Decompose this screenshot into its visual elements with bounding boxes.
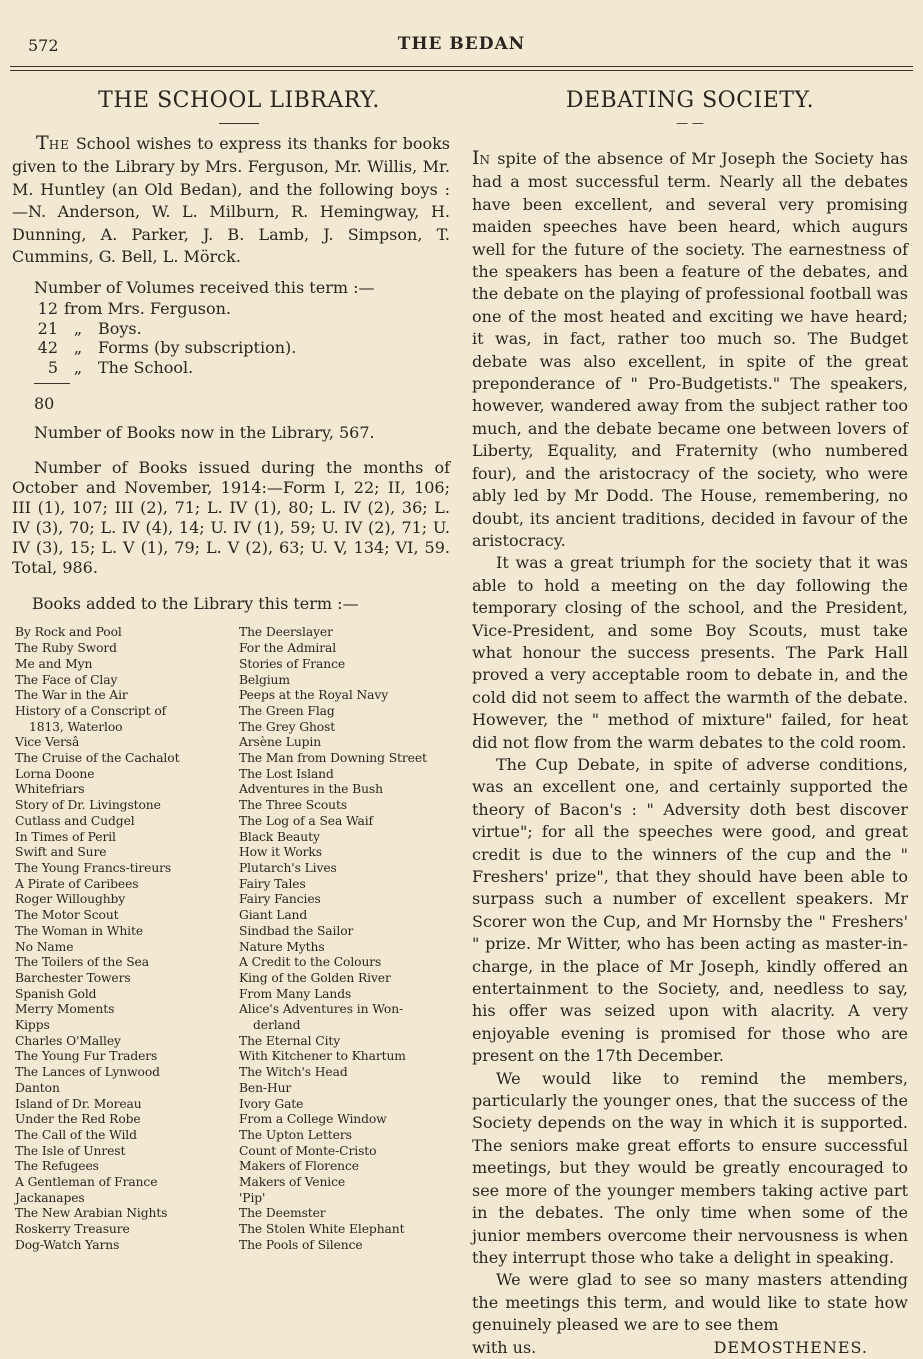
- book-title: In Times of Peril: [15, 829, 116, 844]
- book-title: A Credit to the Colours: [239, 955, 382, 970]
- debating-dropcap: I: [472, 147, 480, 169]
- book-title: Roger Willoughby: [15, 892, 126, 907]
- book-title: Swift and Sure: [15, 845, 107, 860]
- book-title: Giant Land: [239, 908, 308, 923]
- book-title: The Isle of Unrest: [15, 1143, 126, 1158]
- volume-line: [12, 338, 450, 358]
- book-title: The Ruby Sword: [15, 641, 117, 656]
- book-title: Fairy Fancies: [239, 892, 321, 907]
- book-title: Makers of Venice: [239, 1175, 346, 1190]
- book-title: King of the Golden River: [239, 970, 391, 985]
- book-title: The Young Fur Traders: [15, 1049, 158, 1064]
- volume-line: [12, 299, 450, 319]
- book-title: Arsène Lupin: [239, 735, 322, 750]
- volume-line: [12, 358, 450, 378]
- library-title: THE SCHOOL LIBRARY.: [98, 88, 380, 113]
- book-title: Fairy Tales: [239, 876, 306, 891]
- volumes-total-rule: [34, 383, 70, 384]
- school-library-column: [10, 82, 468, 1254]
- debating-text: [472, 129, 908, 1359]
- book-title: Merry Moments: [15, 1002, 115, 1017]
- book-title: The Stolen White Elephant: [239, 1222, 405, 1237]
- book-title: Danton: [15, 1080, 60, 1095]
- book-title: The Man from Downing Street: [239, 751, 427, 766]
- book-title: Nature Myths: [239, 939, 325, 954]
- books-issued: Number of Books issued during the months of October and November, 1914:—Form I, 22; II, 106; III (1), 107; III (2), 71; L. IV (1), 80; L. IV (2), 36; L. IV (3), 70; L. IV (4), 14; U. IV (1), 59; U. IV (2), 71; U. IV (3), 15; L. V (1), 79; L. V (2), 63; U. V, 134; VI, 59. Total, 986.: [12, 458, 450, 578]
- volume-source: from Mrs. Ferguson.: [64, 299, 231, 319]
- volume-count: 21: [37, 318, 58, 338]
- page-number: 572: [28, 36, 59, 55]
- books-column-right: [239, 625, 467, 1253]
- book-title: Adventures in the Bush: [239, 782, 383, 797]
- book-title: 'Pip': [239, 1190, 266, 1205]
- book-title: How it Works: [239, 845, 322, 860]
- debating-smallcaps: N: [479, 153, 492, 167]
- debating-signature-line: [472, 1337, 908, 1359]
- volume-count: 12: [37, 299, 58, 319]
- book-title: The Call of the Wild: [15, 1127, 137, 1142]
- volumes-total: 80: [34, 394, 55, 414]
- book-title: The Face of Clay: [15, 672, 118, 687]
- book-title: Barchester Towers: [15, 970, 131, 985]
- book-title: Plutarch's Lives: [239, 860, 337, 875]
- book-title: With Kitchener to Khartum: [239, 1049, 406, 1064]
- volumes-list: [12, 299, 450, 377]
- book-title: The Deerslayer: [239, 625, 333, 640]
- debating-paragraph: It was a great triumph for the society that it was able to hold a meeting on the day following the temporary closing of the school, and the President, Vice-President, and some Boy Scouts, must take what honour the success presents. The Park Hall proved a very acceptable room to debate in, and the cold did not seem to affect the warmth of the debate. However, the " method of mixture" failed, for heat did not flow from the warm debates to the cold room.: [472, 553, 908, 752]
- volumes-heading: Number of Volumes received this term :—: [34, 278, 375, 298]
- library-title-rule: [219, 123, 259, 124]
- book-title: The Lost Island: [239, 766, 334, 781]
- book-title: The Woman in White: [15, 923, 144, 938]
- book-title: Me and Myn: [15, 656, 93, 671]
- books-added-list: [10, 625, 468, 1253]
- book-title: Island of Dr. Moreau: [15, 1096, 142, 1111]
- ditto-mark: „: [73, 318, 83, 338]
- debating-paragraph: [472, 147, 908, 552]
- volume-count: 5: [47, 357, 58, 377]
- debating-final-words: with us.: [472, 1337, 537, 1357]
- ditto-mark: „: [73, 357, 83, 377]
- ditto-mark: „: [73, 338, 83, 358]
- book-title: The Refugees: [15, 1159, 99, 1174]
- library-intro: [12, 132, 450, 268]
- book-title: Lorna Doone: [15, 766, 95, 781]
- book-title: The Eternal City: [239, 1033, 341, 1048]
- library-dropcap: T: [36, 132, 49, 154]
- book-title: Roskerry Treasure: [15, 1222, 130, 1237]
- book-title: The Motor Scout: [15, 908, 119, 923]
- book-title: 1813, Waterloo: [29, 719, 123, 734]
- header-rule: [10, 66, 913, 71]
- book-title: Story of Dr. Livingstone: [15, 798, 161, 813]
- book-title: No Name: [15, 939, 74, 954]
- book-title: Black Beauty: [239, 829, 320, 844]
- book-title: The Cruise of the Cachalot: [15, 751, 180, 766]
- debating-paragraph: We were glad to see so many masters attending the meetings this term, and would like to state how genuinely pleased we are to see them: [472, 1270, 908, 1335]
- debating-title-rule: — —: [676, 116, 704, 130]
- book-title: A Gentleman of France: [15, 1175, 158, 1190]
- library-intro-text: School wishes to express its thanks for books given to the Library by Mrs. Ferguson, Mr. Willis, Mr. M. Huntley (an Old Bedan), and the following boys :—N. Anderson, W. L. Milburn, R. Hemingway, H. Dunning, A. Parker, J. B. Lamb, J. Simpson, T. Cummins, G. Bell, L. Mörck.: [12, 134, 450, 267]
- book-title: Ivory Gate: [239, 1096, 304, 1111]
- book-title: Under the Red Robe: [15, 1112, 141, 1127]
- book-title: The Upton Letters: [239, 1127, 352, 1142]
- book-title: derland: [253, 1018, 301, 1033]
- book-title: For the Admiral: [239, 641, 337, 656]
- signature: DEMOSTHENES.: [713, 1337, 868, 1357]
- volume-source: The School.: [98, 357, 194, 377]
- debating-paragraph: We would like to remind the members, particularly the younger ones, that the success of the Society depends on the way in which it is supported. The seniors make great efforts to ensure successful meetings, but they would be greatly encouraged to see more of the younger members taking active part in the debates. The only time when some of the junior members overcome their nervousness is when they interrupt those who take a delight in speaking.: [472, 1068, 908, 1267]
- book-title: From Many Lands: [239, 986, 352, 1001]
- book-title: Stories of France: [239, 656, 346, 671]
- library-text: [10, 132, 468, 613]
- book-title: The Pools of Silence: [239, 1237, 363, 1252]
- book-title: Makers of Florence: [239, 1159, 359, 1174]
- books-column-left: [10, 625, 239, 1253]
- book-title: The Grey Ghost: [239, 719, 336, 734]
- book-title: Ben-Hur: [239, 1080, 292, 1095]
- debating-paragraph: The Cup Debate, in spite of adverse conditions, was an excellent one, and certainly supported the theory of Bacon's : " Adversity doth best discover virtue"; for all the speeches were good, and great credit is due to the winners of the cup and the " Freshers' prize", that they should have been able to surpass such a number of excellent speakers. Mr Scorer won the Cup, and Mr Hornsby the " Freshers' " prize. Mr Witter, who has been acting as master-in-charge, in the place of Mr Joseph, kindly offered an entertainment to the Society, and, needless to say, his offer was seized upon with alacrity. A very enjoyable evening is promised for those who are present on the 17th December.: [472, 754, 908, 1066]
- book-title: The New Arabian Nights: [15, 1206, 168, 1221]
- books-now: Number of Books now in the Library, 567.: [34, 423, 375, 443]
- volume-source: Boys.: [98, 318, 142, 338]
- volume-count: 42: [37, 338, 58, 358]
- book-title: Belgium: [239, 672, 290, 687]
- book-title: Cutlass and Cudgel: [15, 813, 135, 828]
- debating-p1-text: spite of the absence of Mr Joseph the Society has had a most successful term. Nearly all the debates have been excellent, and several very promising maiden speeches have been heard, which augurs well for the future of the society. The earnestness of the speakers has been a feature of the debates, and the debate on the playing of professional football was one of the most heated and exciting we have heard; it was, in fact, rather too much so. The Budget debate was also excellent, in spite of the great preponderance of " Pro-Budgetists." The speakers, however, wandered away from the subject rather too much, and the debate became one between lovers of Liberty, Equality, and Fraternity (who numbered four), and the aristocracy of the society, who were ably led by Mr Dodd. The House, remembering, no doubt, its ancient traditions, decided in favour of the aristocracy.: [472, 149, 908, 550]
- book-title: The Green Flag: [239, 703, 335, 718]
- book-title: Kipps: [15, 1018, 50, 1033]
- book-title: Dog-Watch Yarns: [15, 1237, 120, 1252]
- book-title: Charles O'Malley: [15, 1033, 121, 1048]
- book-title: The Three Scouts: [239, 798, 348, 813]
- book-title: Spanish Gold: [15, 986, 97, 1001]
- debating-society-column: [472, 82, 908, 1359]
- book-title: The Lances of Lynwood: [15, 1065, 160, 1080]
- book-title: Whitefriars: [15, 782, 85, 797]
- volume-line: [12, 319, 450, 339]
- volume-source: Forms (by subscription).: [98, 338, 297, 358]
- book-title: A Pirate of Caribees: [15, 876, 139, 891]
- book-title: The Log of a Sea Waif: [239, 813, 373, 828]
- books-added-heading: Books added to the Library this term :—: [32, 594, 359, 614]
- book-title: Alice's Adventures in Won-: [239, 1002, 404, 1017]
- library-smallcaps: HE: [48, 138, 70, 152]
- book-title: Jackanapes: [15, 1190, 85, 1205]
- book-title: The Witch's Head: [239, 1065, 348, 1080]
- book-title: The War in the Air: [15, 688, 128, 703]
- book-title: Count of Monte-Cristo: [239, 1143, 377, 1158]
- debating-title: DEBATING SOCIETY.: [565, 88, 815, 113]
- book-title: From a College Window: [239, 1112, 387, 1127]
- running-title: THE BEDAN: [397, 34, 526, 54]
- book-title: By Rock and Pool: [15, 625, 122, 640]
- book-title: Peeps at the Royal Navy: [239, 688, 389, 703]
- book-title: Vice Versâ: [15, 735, 80, 750]
- book-title: Sindbad the Sailor: [239, 923, 354, 938]
- book-title: The Toilers of the Sea: [15, 955, 149, 970]
- book-title: The Deemster: [239, 1206, 326, 1221]
- book-title: The Young Francs-tireurs: [15, 860, 172, 875]
- book-title: History of a Conscript of: [15, 703, 167, 718]
